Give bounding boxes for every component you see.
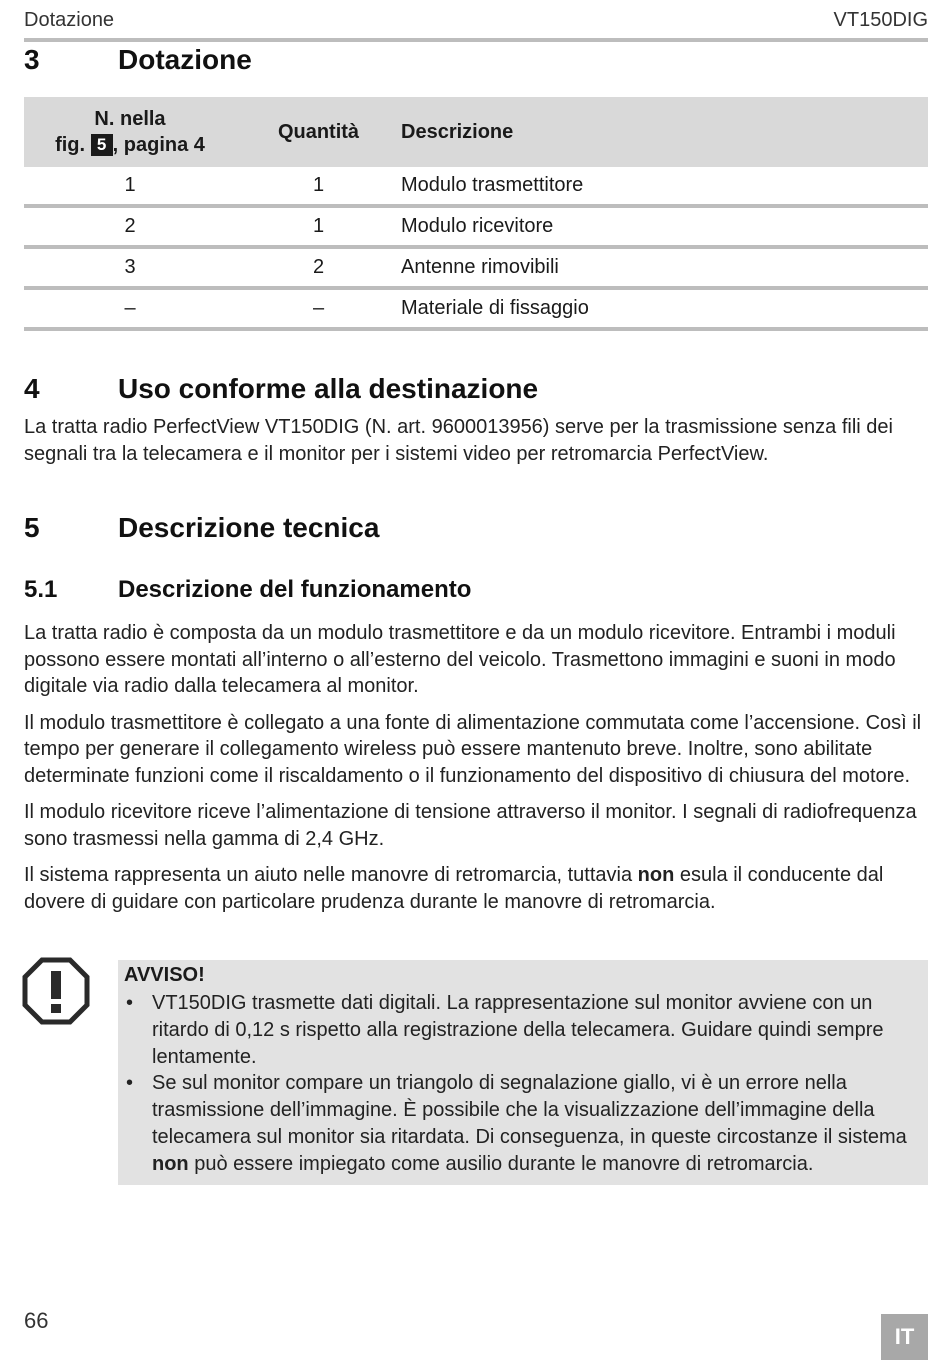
cell-number: 3: [24, 247, 236, 288]
col-header-quantity: Quantità: [236, 97, 401, 167]
cell-quantity: –: [236, 288, 401, 329]
fig-suffix: , pagina 4: [112, 134, 205, 156]
p4-text-before: Il sistema rappresenta un aiuto nelle manovre di retromarcia, tuttavia: [24, 864, 638, 886]
section-5-1-body: [24, 620, 930, 925]
running-header-section: Dotazione: [24, 9, 115, 31]
figure-reference-badge: 5: [91, 134, 113, 156]
page-number: 66: [24, 1308, 49, 1333]
table-row: [24, 167, 928, 206]
table-row: [24, 206, 928, 247]
bullet: •: [126, 1072, 134, 1095]
section-5-title: Descrizione tecnica: [118, 512, 380, 543]
warning-title: AVVISO!: [124, 964, 205, 986]
fig-prefix: fig.: [55, 134, 86, 156]
paragraph-function-4: [24, 862, 930, 915]
paragraph-function-2: Il modulo trasmettitore è collegato a una fonte di alimentazione commutata come l’accensione. Così il tempo per generare il collegamento wireless può essere mantenuto breve. Inoltre, sono abilitate determinate funzioni come il riscaldamento o il funzionamento del dispositivo di chiusura del motore.: [24, 711, 922, 787]
section-5-1-title: Descrizione del funzionamento: [118, 576, 472, 603]
warning-emphasis: non: [152, 1152, 189, 1175]
cell-description: Modulo ricevitore: [401, 206, 928, 247]
cell-description: Materiale di fissaggio: [401, 288, 928, 329]
section-4-title: Uso conforme alla destinazione: [118, 373, 539, 404]
warning-item-text: VT150DIG trasmette dati digitali. La rappresentazione sul monitor avviene con un ritardo di 0,12 s rispetto alla registrazione della telecamera. Guidare quindi sempre lentamente.: [152, 992, 884, 1068]
table-row: [24, 288, 928, 329]
section-5-1-number: 5.1: [24, 576, 58, 603]
col-header-description: Descrizione: [401, 97, 928, 167]
cell-quantity: 1: [236, 167, 401, 206]
warning-list: [124, 990, 924, 1178]
table-header-row: [24, 97, 928, 167]
cell-number: –: [24, 288, 236, 329]
section-3-title: Dotazione: [118, 44, 252, 75]
warning-item: [124, 1070, 924, 1177]
paragraph-function-3: Il modulo ricevitore riceve l’alimentazione di tensione attraverso il monitor. I segnali di radiofrequenza sono trasmessi nella gamma di 2,4 GHz.: [24, 801, 917, 850]
warning-octagon-icon: [22, 957, 90, 1025]
running-header-model: VT150DIG: [833, 9, 928, 31]
table-row: [24, 247, 928, 288]
bullet: •: [126, 992, 134, 1014]
warning-item-text-after: può essere impiegato come ausilio durante le manovre di retromarcia.: [188, 1152, 814, 1175]
language-badge: IT: [881, 1314, 928, 1360]
section-4-number: 4: [24, 373, 40, 404]
cell-description: Antenne rimovibili: [401, 247, 928, 288]
col-header-number-line1: N. nella: [94, 108, 166, 130]
equipment-table: [24, 97, 928, 331]
cell-description: Modulo trasmettitore: [401, 167, 928, 206]
paragraph-function-1: La tratta radio è composta da un modulo trasmettitore e da un modulo ricevitore. Entrambi i moduli possono essere montati all’interno o all’esterno del veicolo. Trasmettono immagini e suoni in modo digitale via radio dalla telecamera al monitor.: [24, 622, 896, 697]
warning-item-text-before: Se sul monitor compare un triangolo di segnalazione giallo, vi è un errore nella trasmissione dell’immagine. È possibile che la visualizzazione dell’immagine della telecamera sul monitor sia ritardata. Di conseguenza, in queste circostanze il sistema: [152, 1072, 907, 1148]
p4-emphasis: non: [637, 864, 675, 886]
section-3-number: 3: [24, 44, 40, 75]
intended-use-paragraph: La tratta radio PerfectView VT150DIG (N. art. 9600013956) serve per la trasmissione senza fili dei segnali tra la telecamera e il monitor per i sistemi video per retromarcia PerfectView.: [24, 416, 893, 465]
section-5-number: 5: [24, 512, 40, 543]
warning-item: [124, 990, 924, 1070]
cell-number: 1: [24, 167, 236, 206]
col-header-number-line2: [24, 132, 236, 158]
section-4-body: [24, 414, 930, 477]
cell-number: 2: [24, 206, 236, 247]
header-divider: [24, 38, 928, 42]
p4-text-after: esula il conducente dal dovere di guidare con particolare prudenza durante le manovre di retromarcia.: [24, 864, 884, 913]
cell-quantity: 1: [236, 206, 401, 247]
col-header-number: [24, 97, 236, 167]
cell-quantity: 2: [236, 247, 401, 288]
